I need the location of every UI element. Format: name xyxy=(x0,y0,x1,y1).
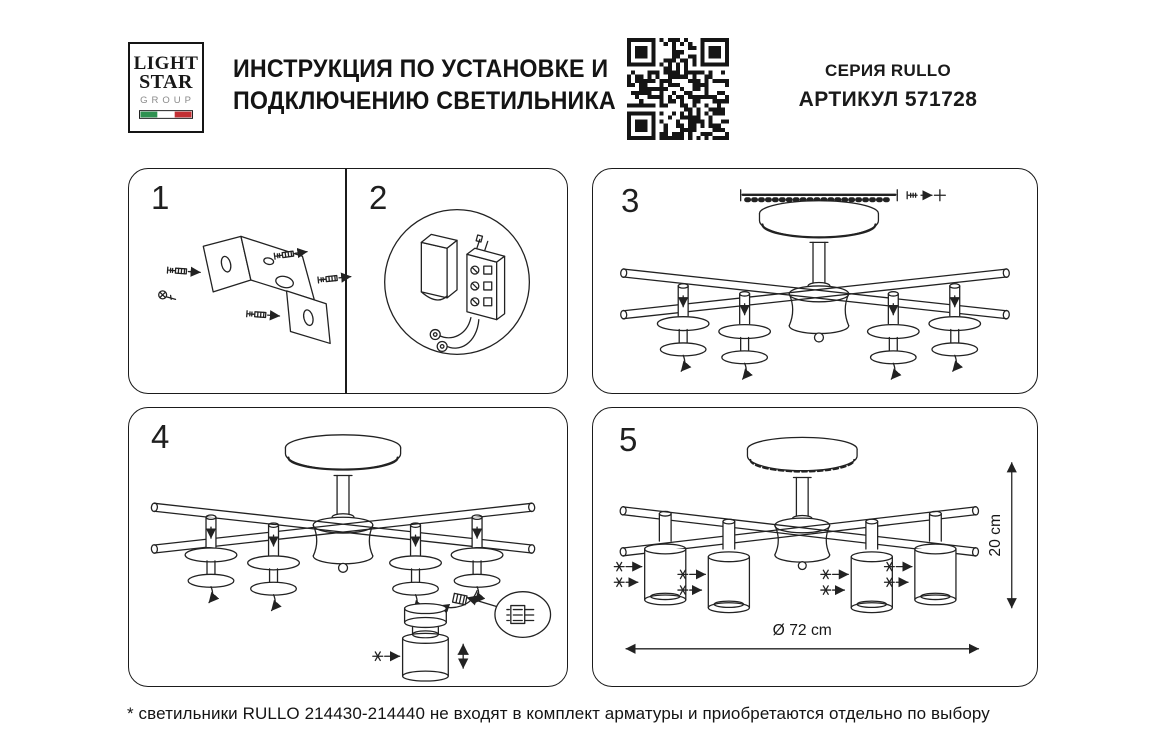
lamp-cylinder xyxy=(403,633,449,681)
ceiling-mounting-bar xyxy=(741,190,898,201)
logo-text-light: LIGHT xyxy=(133,53,199,74)
italian-flag-stripe xyxy=(139,110,193,119)
screw-icon xyxy=(159,291,176,299)
step-4-number: 4 xyxy=(151,418,170,455)
step-3-number: 3 xyxy=(621,182,640,219)
diameter-dimension-label: Ø 72 cm xyxy=(772,622,832,640)
qr-code xyxy=(627,38,729,140)
up-down-arrow-icon xyxy=(458,644,468,668)
logo-text-group: GROUP xyxy=(140,95,195,107)
lamp-socket xyxy=(405,604,447,638)
step-2-number: 2 xyxy=(369,179,388,216)
lamp-install-diagram xyxy=(129,408,567,686)
step-5-number: 5 xyxy=(619,421,638,458)
height-dimension-label: 20 cm xyxy=(987,513,1005,557)
logo-text-star: STAR xyxy=(139,71,193,94)
canopy-screw-icon xyxy=(907,190,945,201)
ceiling-canopy xyxy=(759,201,878,238)
title-line-1: ИНСТРУКЦИЯ ПО УСТАНОВКЕ И xyxy=(233,55,609,83)
ceiling-canopy xyxy=(747,437,857,471)
lightstar-logo xyxy=(128,42,204,133)
panel-step-4 xyxy=(128,407,568,687)
series-label: СЕРИЯ RULLO xyxy=(825,61,951,80)
panel-steps-1-2 xyxy=(128,168,568,394)
chandelier-frame-diagram xyxy=(593,169,1037,393)
assembled-lamp-diagram xyxy=(593,408,1037,686)
article-label: АРТИКУЛ 571728 xyxy=(798,88,978,111)
wiring-detail-diagram xyxy=(385,210,530,355)
asterisk-marker xyxy=(373,652,400,661)
panel-step-5 xyxy=(592,407,1038,687)
title-line-2: ПОДКЛЮЧЕНИЮ СВЕТИЛЬНИКА xyxy=(233,86,616,115)
product-info xyxy=(788,61,988,112)
terminal-detail-inset xyxy=(467,592,550,638)
footnote: * светильники RULLO 214430-214440 не входят в комплект арматуры и приобретаются отдельно по выбору xyxy=(127,704,990,723)
panel-step-3 xyxy=(592,168,1038,394)
page-title xyxy=(233,54,616,118)
central-stem-and-hub xyxy=(775,478,830,570)
steps-1-2-diagram xyxy=(129,169,567,393)
ceiling-canopy xyxy=(285,435,400,470)
mounting-bracket-drawing xyxy=(203,236,330,343)
step-1-number: 1 xyxy=(151,179,170,216)
